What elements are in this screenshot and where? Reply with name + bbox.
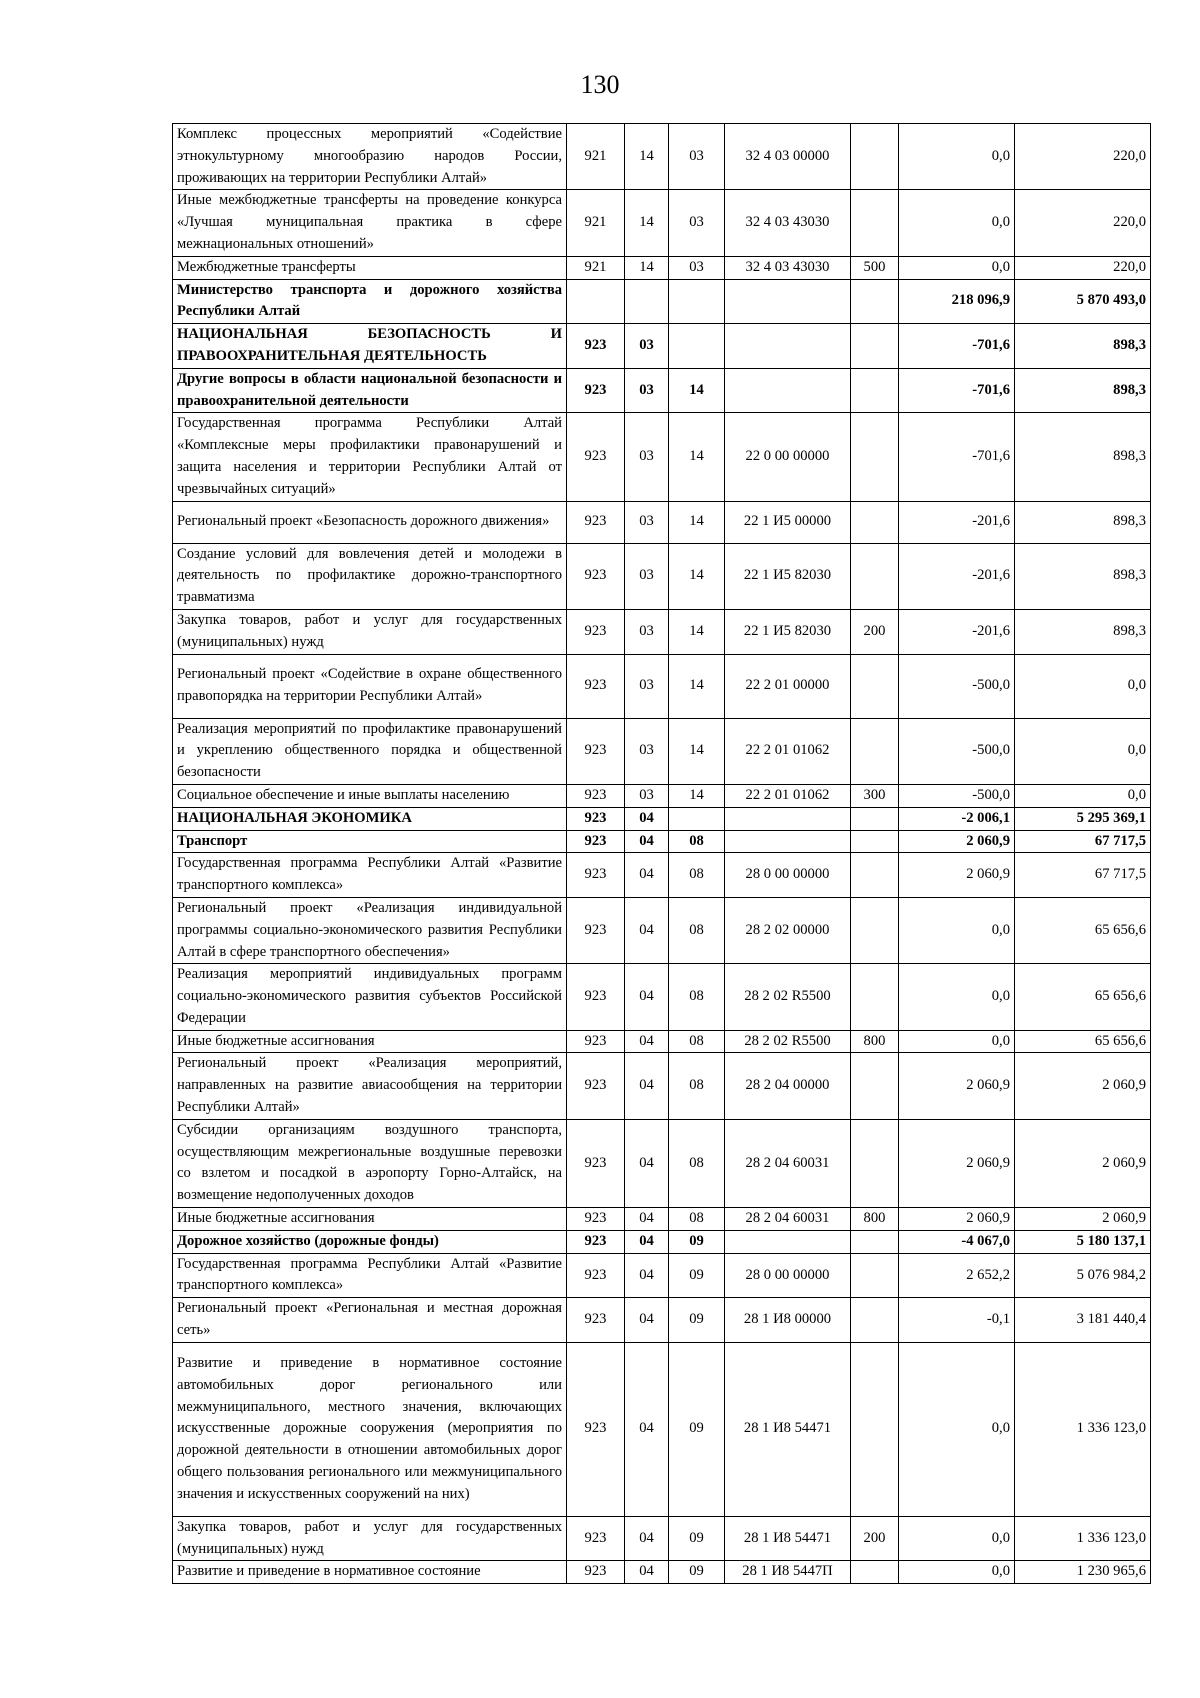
table-row [173, 1342, 1151, 1516]
subsection-code: 08 [669, 897, 725, 963]
subsection-code: 09 [669, 1298, 725, 1343]
ministry-code: 923 [567, 807, 625, 830]
subsection-code: 09 [669, 1561, 725, 1584]
target-article-code [725, 368, 851, 413]
section-code: 03 [625, 654, 669, 718]
amount-change: 2 060,9 [899, 853, 1015, 898]
amount-total: 5 180 137,1 [1015, 1230, 1151, 1253]
row-name: Социальное обеспечение и иные выплаты населению [173, 784, 567, 807]
subsection-code: 08 [669, 1030, 725, 1053]
ministry-code: 923 [567, 784, 625, 807]
amount-total: 898,3 [1015, 324, 1151, 369]
ministry-code [567, 279, 625, 324]
row-name: Иные межбюджетные трансферты на проведение конкурса «Лучшая муниципальная практика в сфере межнациональных отношений» [173, 190, 567, 256]
table-row [173, 1030, 1151, 1053]
row-name: Государственная программа Республики Алтай «Развитие транспортного комплекса» [173, 853, 567, 898]
table-row [173, 1119, 1151, 1207]
amount-change: -701,6 [899, 368, 1015, 413]
amount-total: 2 060,9 [1015, 1053, 1151, 1119]
table-row [173, 830, 1151, 853]
section-code: 04 [625, 830, 669, 853]
page-number: 130 [580, 70, 620, 99]
amount-change: 2 060,9 [899, 1119, 1015, 1207]
ministry-code: 923 [567, 830, 625, 853]
table-row [173, 1253, 1151, 1298]
table-row [173, 413, 1151, 501]
table-row [173, 543, 1151, 609]
amount-total: 220,0 [1015, 124, 1151, 190]
target-article-code: 32 4 03 43030 [725, 190, 851, 256]
amount-total: 3 181 440,4 [1015, 1298, 1151, 1343]
target-article-code: 28 2 04 00000 [725, 1053, 851, 1119]
table-row [173, 609, 1151, 654]
ministry-code: 923 [567, 1253, 625, 1298]
section-code: 03 [625, 543, 669, 609]
amount-change: 2 060,9 [899, 830, 1015, 853]
table-row [173, 190, 1151, 256]
row-name: Министерство транспорта и дорожного хозяйства Республики Алтай [173, 279, 567, 324]
table-row [173, 256, 1151, 279]
expense-type-code [851, 830, 899, 853]
subsection-code: 03 [669, 124, 725, 190]
table-row [173, 654, 1151, 718]
target-article-code: 28 0 00 00000 [725, 1253, 851, 1298]
row-name: Региональный проект «Региональная и местная дорожная сеть» [173, 1298, 567, 1343]
subsection-code: 14 [669, 718, 725, 784]
row-name: НАЦИОНАЛЬНАЯ ЭКОНОМИКА [173, 807, 567, 830]
section-code: 04 [625, 1230, 669, 1253]
ministry-code: 921 [567, 190, 625, 256]
subsection-code: 09 [669, 1516, 725, 1561]
expense-type-code: 200 [851, 609, 899, 654]
target-article-code: 22 1 И5 00000 [725, 501, 851, 543]
table-row [173, 1230, 1151, 1253]
section-code: 04 [625, 1119, 669, 1207]
table-row [173, 368, 1151, 413]
target-article-code: 28 2 04 60031 [725, 1208, 851, 1231]
row-name: Субсидии организациям воздушного транспорта, осуществляющим межрегиональные воздушные перевозки со взлетом и посадкой в аэропорту Горно-Алтайск, на возмещение недополученных доходов [173, 1119, 567, 1207]
amount-change: 0,0 [899, 124, 1015, 190]
row-name: Региональный проект «Реализация мероприятий, направленных на развитие авиасообщения на территории Республики Алтай» [173, 1053, 567, 1119]
ministry-code: 923 [567, 501, 625, 543]
subsection-code: 08 [669, 1208, 725, 1231]
subsection-code: 14 [669, 368, 725, 413]
amount-total: 220,0 [1015, 190, 1151, 256]
amount-total: 67 717,5 [1015, 853, 1151, 898]
subsection-code: 03 [669, 190, 725, 256]
expense-type-code: 800 [851, 1030, 899, 1053]
section-code: 04 [625, 1053, 669, 1119]
ministry-code: 923 [567, 1298, 625, 1343]
table-row [173, 807, 1151, 830]
amount-total: 65 656,6 [1015, 964, 1151, 1030]
amount-change: 0,0 [899, 1516, 1015, 1561]
target-article-code [725, 807, 851, 830]
amount-change: 2 060,9 [899, 1053, 1015, 1119]
expense-type-code [851, 1298, 899, 1343]
amount-change: 2 060,9 [899, 1208, 1015, 1231]
target-article-code: 22 2 01 00000 [725, 654, 851, 718]
expense-type-code [851, 654, 899, 718]
ministry-code: 923 [567, 964, 625, 1030]
expense-type-code [851, 1230, 899, 1253]
ministry-code: 923 [567, 324, 625, 369]
target-article-code: 32 4 03 43030 [725, 256, 851, 279]
target-article-code: 22 0 00 00000 [725, 413, 851, 501]
amount-total: 898,3 [1015, 368, 1151, 413]
table-row [173, 964, 1151, 1030]
ministry-code: 923 [567, 897, 625, 963]
target-article-code: 28 1 И8 00000 [725, 1298, 851, 1343]
amount-total: 5 076 984,2 [1015, 1253, 1151, 1298]
row-name: Развитие и приведение в нормативное состояние [173, 1561, 567, 1584]
amount-change: -201,6 [899, 501, 1015, 543]
ministry-code: 921 [567, 124, 625, 190]
ministry-code: 923 [567, 1030, 625, 1053]
row-name: Закупка товаров, работ и услуг для государственных (муниципальных) нужд [173, 1516, 567, 1561]
expense-type-code: 500 [851, 256, 899, 279]
section-code: 04 [625, 1298, 669, 1343]
target-article-code: 32 4 03 00000 [725, 124, 851, 190]
section-code: 04 [625, 964, 669, 1030]
subsection-code: 09 [669, 1230, 725, 1253]
target-article-code: 28 2 02 R5500 [725, 964, 851, 1030]
expense-type-code: 300 [851, 784, 899, 807]
expense-type-code [851, 897, 899, 963]
table-row [173, 1208, 1151, 1231]
expense-type-code [851, 1561, 899, 1584]
subsection-code: 08 [669, 1053, 725, 1119]
table-row [173, 279, 1151, 324]
expense-type-code [851, 807, 899, 830]
expense-type-code [851, 1342, 899, 1516]
expense-type-code [851, 718, 899, 784]
row-name: Создание условий для вовлечения детей и молодежи в деятельность по профилактике дорожно-транспортного травматизма [173, 543, 567, 609]
amount-total: 0,0 [1015, 654, 1151, 718]
section-code: 03 [625, 413, 669, 501]
amount-total: 65 656,6 [1015, 1030, 1151, 1053]
section-code [625, 279, 669, 324]
row-name: Комплекс процессных мероприятий «Содействие этнокультурному многообразию народов России, проживающих на территории Республики Алтай» [173, 124, 567, 190]
subsection-code [669, 279, 725, 324]
target-article-code: 22 1 И5 82030 [725, 609, 851, 654]
row-name: Региональный проект «Безопасность дорожного движения» [173, 501, 567, 543]
amount-change: -500,0 [899, 784, 1015, 807]
table-row [173, 853, 1151, 898]
section-code: 14 [625, 124, 669, 190]
ministry-code: 923 [567, 543, 625, 609]
section-code: 04 [625, 1208, 669, 1231]
ministry-code: 923 [567, 368, 625, 413]
table-row [173, 1561, 1151, 1584]
target-article-code [725, 830, 851, 853]
subsection-code: 08 [669, 853, 725, 898]
target-article-code [725, 324, 851, 369]
amount-total: 5 870 493,0 [1015, 279, 1151, 324]
subsection-code: 14 [669, 413, 725, 501]
expense-type-code: 800 [851, 1208, 899, 1231]
subsection-code: 14 [669, 784, 725, 807]
amount-change: 0,0 [899, 190, 1015, 256]
amount-change: 0,0 [899, 897, 1015, 963]
expense-type-code: 200 [851, 1516, 899, 1561]
amount-total: 0,0 [1015, 784, 1151, 807]
row-name: Реализация мероприятий индивидуальных программ социально-экономического развития субъектов Российской Федерации [173, 964, 567, 1030]
expense-type-code [851, 543, 899, 609]
amount-total: 2 060,9 [1015, 1208, 1151, 1231]
amount-change: -0,1 [899, 1298, 1015, 1343]
expense-type-code [851, 1053, 899, 1119]
ministry-code: 923 [567, 413, 625, 501]
expense-type-code [851, 324, 899, 369]
amount-change: -500,0 [899, 718, 1015, 784]
expense-type-code [851, 190, 899, 256]
target-article-code: 28 2 02 R5500 [725, 1030, 851, 1053]
subsection-code [669, 324, 725, 369]
subsection-code: 14 [669, 654, 725, 718]
amount-change: 0,0 [899, 1030, 1015, 1053]
subsection-code: 08 [669, 1119, 725, 1207]
ministry-code: 923 [567, 1230, 625, 1253]
row-name: Дорожное хозяйство (дорожные фонды) [173, 1230, 567, 1253]
row-name: Реализация мероприятий по профилактике правонарушений и укреплению общественного порядка и общественной безопасности [173, 718, 567, 784]
section-code: 04 [625, 1342, 669, 1516]
budget-table [172, 123, 1151, 1584]
target-article-code: 22 2 01 01062 [725, 784, 851, 807]
section-code: 03 [625, 501, 669, 543]
amount-change: 0,0 [899, 1342, 1015, 1516]
target-article-code: 28 1 И8 54471 [725, 1516, 851, 1561]
section-code: 14 [625, 256, 669, 279]
table-row [173, 124, 1151, 190]
ministry-code: 923 [567, 1561, 625, 1584]
subsection-code: 03 [669, 256, 725, 279]
ministry-code: 923 [567, 654, 625, 718]
amount-change: 0,0 [899, 1561, 1015, 1584]
amount-total: 2 060,9 [1015, 1119, 1151, 1207]
table-row [173, 324, 1151, 369]
row-name: Транспорт [173, 830, 567, 853]
subsection-code: 14 [669, 501, 725, 543]
row-name: Государственная программа Республики Алтай «Развитие транспортного комплекса» [173, 1253, 567, 1298]
target-article-code [725, 279, 851, 324]
amount-change: 218 096,9 [899, 279, 1015, 324]
expense-type-code [851, 853, 899, 898]
amount-total: 0,0 [1015, 718, 1151, 784]
row-name: НАЦИОНАЛЬНАЯ БЕЗОПАСНОСТЬ И ПРАВООХРАНИТЕЛЬНАЯ ДЕЯТЕЛЬНОСТЬ [173, 324, 567, 369]
row-name: Развитие и приведение в нормативное состояние автомобильных дорог регионального или межмуниципального, местного значения, включающих искусственные дорожные сооружения (мероприятия по дорожной деятельности в отношении автомобильных дорог общего пользования регионального или межмуниципального значения и искусственных сооружений на них) [173, 1342, 567, 1516]
row-name: Региональный проект «Содействие в охране общественного правопорядка на территории Республики Алтай» [173, 654, 567, 718]
amount-change: -201,6 [899, 609, 1015, 654]
table-row [173, 897, 1151, 963]
amount-total: 898,3 [1015, 609, 1151, 654]
subsection-code: 08 [669, 964, 725, 1030]
subsection-code: 08 [669, 830, 725, 853]
table-row [173, 501, 1151, 543]
target-article-code [725, 1230, 851, 1253]
expense-type-code [851, 368, 899, 413]
amount-change: -701,6 [899, 413, 1015, 501]
expense-type-code [851, 1119, 899, 1207]
section-code: 04 [625, 1253, 669, 1298]
amount-change: -4 067,0 [899, 1230, 1015, 1253]
expense-type-code [851, 964, 899, 1030]
amount-change: -2 006,1 [899, 807, 1015, 830]
section-code: 03 [625, 784, 669, 807]
row-name: Закупка товаров, работ и услуг для государственных (муниципальных) нужд [173, 609, 567, 654]
row-name: Региональный проект «Реализация индивидуальной программы социально-экономического развития Республики Алтай в сфере транспортного обеспечения» [173, 897, 567, 963]
ministry-code: 923 [567, 718, 625, 784]
section-code: 04 [625, 807, 669, 830]
table-body [173, 124, 1151, 1584]
section-code: 03 [625, 718, 669, 784]
ministry-code: 923 [567, 1342, 625, 1516]
amount-change: 0,0 [899, 256, 1015, 279]
amount-total: 1 336 123,0 [1015, 1342, 1151, 1516]
target-article-code: 28 1 И8 54471 [725, 1342, 851, 1516]
table-row [173, 784, 1151, 807]
amount-change: 2 652,2 [899, 1253, 1015, 1298]
amount-change: -701,6 [899, 324, 1015, 369]
subsection-code: 14 [669, 543, 725, 609]
expense-type-code [851, 124, 899, 190]
target-article-code: 28 2 04 60031 [725, 1119, 851, 1207]
section-code: 04 [625, 897, 669, 963]
ministry-code: 923 [567, 1208, 625, 1231]
subsection-code [669, 807, 725, 830]
amount-total: 1 230 965,6 [1015, 1561, 1151, 1584]
ministry-code: 923 [567, 1119, 625, 1207]
subsection-code: 09 [669, 1253, 725, 1298]
expense-type-code [851, 501, 899, 543]
table-row [173, 1053, 1151, 1119]
expense-type-code [851, 413, 899, 501]
amount-change: 0,0 [899, 964, 1015, 1030]
row-name: Другие вопросы в области национальной безопасности и правоохранительной деятельности [173, 368, 567, 413]
target-article-code: 22 1 И5 82030 [725, 543, 851, 609]
amount-change: -500,0 [899, 654, 1015, 718]
amount-total: 65 656,6 [1015, 897, 1151, 963]
section-code: 04 [625, 1561, 669, 1584]
amount-total: 220,0 [1015, 256, 1151, 279]
ministry-code: 923 [567, 1053, 625, 1119]
row-name: Иные бюджетные ассигнования [173, 1208, 567, 1231]
ministry-code: 923 [567, 1516, 625, 1561]
expense-type-code [851, 1253, 899, 1298]
table-row [173, 1516, 1151, 1561]
row-name: Государственная программа Республики Алтай «Комплексные меры профилактики правонарушений и защита населения и территории Республики Алтай от чрезвычайных ситуаций» [173, 413, 567, 501]
target-article-code: 28 0 00 00000 [725, 853, 851, 898]
amount-change: -201,6 [899, 543, 1015, 609]
section-code: 03 [625, 324, 669, 369]
table-row [173, 718, 1151, 784]
amount-total: 5 295 369,1 [1015, 807, 1151, 830]
row-name: Межбюджетные трансферты [173, 256, 567, 279]
section-code: 04 [625, 1030, 669, 1053]
amount-total: 1 336 123,0 [1015, 1516, 1151, 1561]
amount-total: 898,3 [1015, 543, 1151, 609]
ministry-code: 923 [567, 609, 625, 654]
target-article-code: 22 2 01 01062 [725, 718, 851, 784]
table-row [173, 1298, 1151, 1343]
section-code: 04 [625, 853, 669, 898]
expense-type-code [851, 279, 899, 324]
subsection-code: 09 [669, 1342, 725, 1516]
ministry-code: 921 [567, 256, 625, 279]
target-article-code: 28 2 02 00000 [725, 897, 851, 963]
section-code: 14 [625, 190, 669, 256]
section-code: 04 [625, 1516, 669, 1561]
amount-total: 898,3 [1015, 501, 1151, 543]
ministry-code: 923 [567, 853, 625, 898]
row-name: Иные бюджетные ассигнования [173, 1030, 567, 1053]
target-article-code: 28 1 И8 5447П [725, 1561, 851, 1584]
section-code: 03 [625, 609, 669, 654]
section-code: 03 [625, 368, 669, 413]
subsection-code: 14 [669, 609, 725, 654]
amount-total: 67 717,5 [1015, 830, 1151, 853]
amount-total: 898,3 [1015, 413, 1151, 501]
